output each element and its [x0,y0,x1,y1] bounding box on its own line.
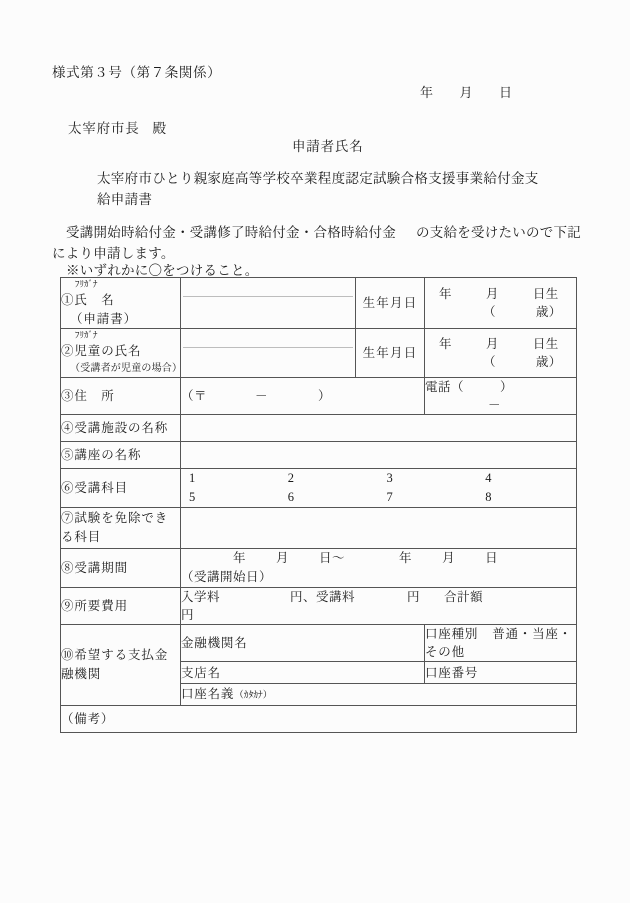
row1-label-cell [61,278,181,329]
row3-tel-close: ） [500,380,514,394]
account-holder-input-cell[interactable] [181,684,577,706]
row9-admission-fee-label: 入学料 [181,590,221,604]
date-month-label: 月 [459,85,474,100]
row8-start-year: 年 [233,551,247,565]
account-number-input-cell[interactable] [425,662,577,684]
row9-yen-2: 円 [407,590,421,604]
intro-line2: により申請します。 [52,246,175,261]
row10-label-cell [61,625,181,706]
table-row-exempt-subjects [61,508,577,549]
form-code: 様式第３号（第７条関係） [52,65,222,80]
row7-label-line1: ⑦試験を免除でき [61,511,169,525]
row7-label-cell [61,508,181,549]
remarks-label: （備考） [61,712,115,726]
addressee-name: 太宰府市長 [68,121,140,136]
row9-label-cell [61,588,181,625]
row8-start-day: 日～ [319,551,346,565]
table-row-facility [61,415,577,442]
row6-label: ⑥受講科目 [61,480,129,495]
row3-postal-open: （〒 [181,389,208,403]
row10-label-line2: 融機関 [61,667,102,681]
table-row-cost [61,588,577,625]
row6-label-cell [61,469,181,508]
table-row-bank-name [61,625,577,662]
row3-tel-dash: － [487,398,501,412]
subject-number-8: 8 [485,490,492,504]
row1-dob-day: 日生 [532,287,559,301]
date-year-label: 年 [420,85,434,100]
row3-tel-line [425,378,576,396]
applicant-name-label: 申請者氏名 [292,139,364,154]
row9-cost-input-cell[interactable] [181,588,577,625]
bank-name-label: 金融機関名 [181,636,248,650]
intro-benefit-options: 受講開始時給付金・受講修了時給付金・合格時給付金 [66,225,396,240]
row9-label: ⑨所要費用 [61,598,129,613]
branch-name-input-cell[interactable] [181,662,425,684]
row1-label: ①氏 名 [61,293,115,307]
row2-furigana-label: ﾌﾘｶﾞﾅ [75,330,98,340]
row1-dob-year: 年 [439,287,452,301]
row1-age-close: 歳） [535,305,562,319]
table-row-subjects [61,469,577,508]
account-number-label: 口座番号 [425,665,479,680]
subject-number-7: 7 [386,490,394,504]
row2-dob-line [425,335,576,353]
document-title-line2: 給申請書 [97,192,153,207]
row2-dob-label: 生年月日 [356,329,425,378]
row2-dob-day: 日生 [532,337,559,351]
row1-dob-label: 生年月日 [356,278,425,329]
row5-label-cell [61,442,181,469]
table-row-address [61,378,577,415]
row3-address-input-cell[interactable] [181,378,425,415]
row1-furigana-rule [183,296,353,297]
intro-request-text: の支給を受けたいので下記 [416,225,581,240]
row4-label: ④受講施設の名称 [61,420,169,435]
subject-number-1: 1 [189,471,196,485]
row8-label: ⑧受講期間 [61,560,129,575]
row9-yen-1: 円、受講料 [290,590,356,604]
row6-subjects-input-cell[interactable] [181,469,577,508]
document-title-line1: 太宰府市ひとり親家庭高等学校卒業程度認定試験合格支援事業給付金支 [97,171,539,186]
row2-dob-input-cell[interactable] [425,329,577,378]
row3-label-cell [61,378,181,415]
row2-age-line [425,353,576,371]
account-type-cell[interactable] [425,625,577,662]
row2-furigana-rule [183,347,353,348]
row8-label-cell [61,549,181,588]
table-row-name [61,278,577,329]
row2-age-open: （ [483,355,496,369]
row8-start-month: 月 [276,551,290,565]
row2-label-cell [61,329,181,378]
row1-dob-input-cell[interactable] [425,278,577,329]
subject-number-5: 5 [189,490,196,504]
account-holder-kana-note: （ｶﾀｶﾅ） [234,690,273,701]
application-form-table [60,277,577,733]
subject-number-3: 3 [386,471,394,485]
note-text: ※いずれかに〇をつけること。 [66,263,259,278]
row1-age-open: （ [483,305,496,319]
row8-end-day: 日 [485,551,499,565]
row10-label-line1: ⑩希望する支払金 [61,648,169,662]
row7-label-line2: る科目 [61,530,102,544]
row3-postal-dash: － [255,389,269,403]
row8-end-month: 月 [442,551,456,565]
row3-tel-label: 電話（ [425,380,465,394]
bank-name-input-cell[interactable] [181,625,425,662]
row6-subjects-line1 [181,469,576,488]
account-holder-label: 口座名義 [181,686,235,701]
subject-number-6: 6 [287,490,295,504]
remarks-input-cell[interactable] [61,706,577,733]
table-row-course-name [61,442,577,469]
row4-label-cell [61,415,181,442]
row2-label: ②児童の氏名 [61,344,142,358]
subject-number-2: 2 [287,471,295,485]
row1-name-input-cell[interactable] [181,278,356,329]
row8-end-year: 年 [399,551,413,565]
intro-paragraph [52,222,592,264]
date-day-label: 日 [499,85,513,100]
row5-course-input-cell[interactable] [181,442,577,469]
row4-facility-input-cell[interactable] [181,415,577,442]
table-row-remarks [61,706,577,733]
subject-number-4: 4 [485,471,492,485]
circle-instruction-note [52,259,259,279]
row2-age-close: 歳） [535,355,562,369]
row8-start-date-note: （受講開始日） [181,570,273,584]
document-title [97,168,567,210]
row2-dob-year: 年 [439,337,452,351]
row7-exempt-input-cell[interactable] [181,508,577,549]
row1-sub-label: （申請書） [70,312,138,326]
row1-dob-month: 月 [485,287,499,301]
row9-yen-3: 円 [181,608,195,622]
row3-postal-close: ） [318,389,332,403]
account-type-options[interactable]: 普通・当座・その他 [425,627,573,659]
row2-sub-label: （受講者が児童の場合） [70,363,183,374]
row8-period-input-cell[interactable] [181,549,577,588]
addressee [68,117,167,137]
account-type-label: 口座種別 [425,627,479,641]
branch-name-label: 支店名 [181,665,221,680]
addressee-honorific: 殿 [152,121,167,136]
row1-age-line [425,303,576,321]
date-line [420,82,513,101]
row5-label: ⑤講座の名称 [61,447,142,462]
row9-total-label: 合計額 [444,590,484,604]
row3-label: ③住 所 [61,388,115,403]
row8-period-dates [181,549,576,568]
row3-telephone-input-cell[interactable] [425,378,577,415]
row1-furigana-label: ﾌﾘｶﾞﾅ [75,279,98,289]
row1-dob-line [425,285,576,303]
row6-subjects-line2 [181,488,576,507]
table-row-child-name [61,329,577,378]
row2-name-input-cell[interactable] [181,329,356,378]
row2-dob-month: 月 [485,337,499,351]
table-row-period [61,549,577,588]
